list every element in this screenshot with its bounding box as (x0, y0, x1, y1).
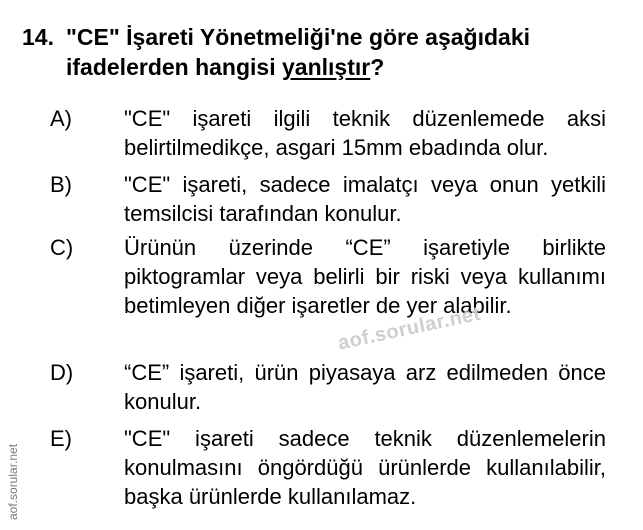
question-text (66, 22, 622, 82)
question-emphasis: yanlıştır (282, 54, 371, 80)
option-letter: D) (50, 360, 74, 385)
option-letter: B) (50, 172, 72, 197)
option-text: "CE" işareti, sadece imalatçı veya onun yetkili temsilcisi tarafından konulur. (124, 172, 606, 226)
option-letter: E) (50, 426, 72, 451)
watermark: aof.sorular.net (336, 302, 483, 355)
option-text: “CE” işareti, ürün piyasaya arz edilmeden önce konulur. (124, 360, 606, 414)
option-letter: A) (50, 106, 72, 131)
question-text-end: ? (370, 54, 385, 80)
option-text: Ürünün üzerinde “CE” işaretiyle birlikte piktogramlar veya belirli bir riski veya kullanımı betimleyen diğer işaretler de yer alabilir. (124, 235, 606, 318)
option-text: "CE" işareti ilgili teknik düzenlemede aksi belirtilmedikçe, asgari 15mm ebadında olur. (124, 106, 606, 160)
question-number: 14. (22, 24, 54, 50)
side-watermark: aof.sorular.net (6, 443, 20, 520)
option-text: "CE" işareti sadece teknik düzenlemelerin konulmasını öngördüğü ürünlerde kullanılabilir, başka ürünlerde kullanılamaz. (124, 426, 606, 509)
question-text-main: "CE" İşareti Yönetmeliği'ne göre aşağıdaki ifadelerden hangisi (66, 24, 531, 80)
option-letter: C) (50, 235, 74, 260)
